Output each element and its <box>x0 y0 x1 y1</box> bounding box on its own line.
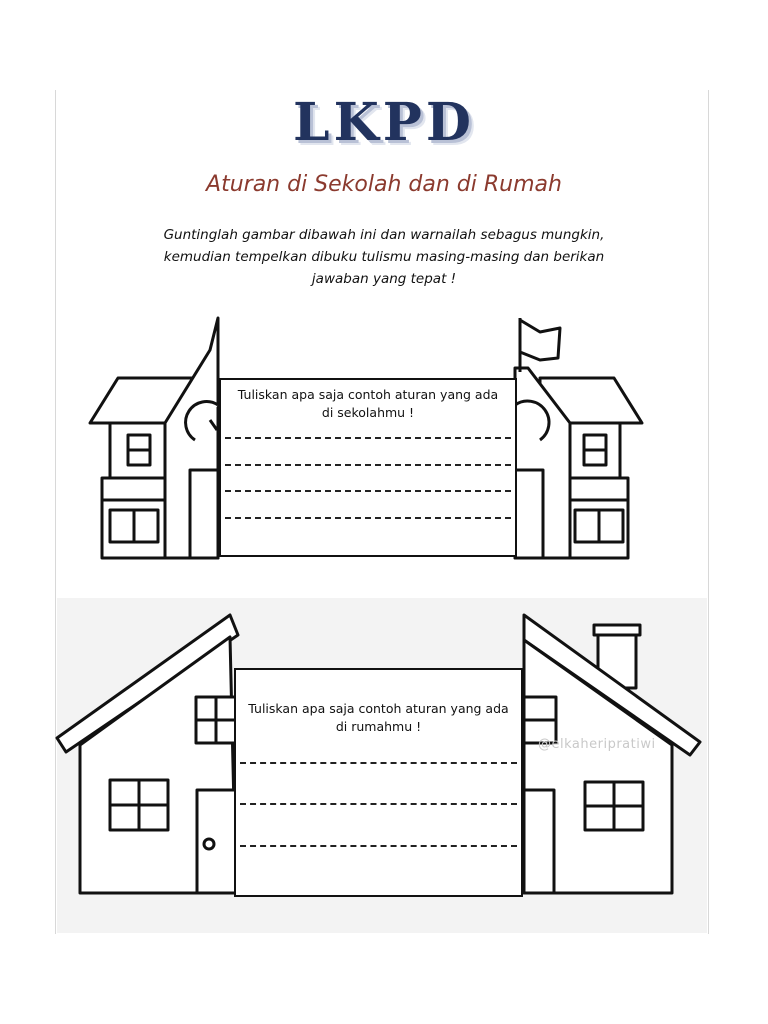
chimney-cap <box>594 625 640 635</box>
door-knob <box>204 839 214 849</box>
watermark-text: @elkaheripratiwi <box>538 737 656 752</box>
school-answer-card[interactable] <box>219 378 517 557</box>
answer-line-2[interactable] <box>225 464 511 466</box>
instruction-line-1: Guntinglah gambar dibawah ini dan warnailah sebagus mungkin, <box>163 227 605 243</box>
instruction-line-2: kemudian tempelkan dibuku tulismu masing-masing dan berikan <box>163 249 605 265</box>
answer-line-1[interactable] <box>225 437 511 439</box>
side-door <box>524 790 554 893</box>
home-answer-card[interactable] <box>234 668 523 897</box>
answer-line-4[interactable] <box>225 517 511 519</box>
flag-icon <box>520 320 560 360</box>
answer-line-1[interactable] <box>240 762 517 764</box>
door-icon <box>190 470 218 558</box>
page-title: LKPD <box>293 92 475 153</box>
instruction-line-3: jawaban yang tepat ! <box>311 271 457 287</box>
page-subtitle: Aturan di Sekolah dan di Rumah <box>206 172 562 197</box>
answer-line-3[interactable] <box>225 490 511 492</box>
answer-line-3[interactable] <box>240 845 517 847</box>
home-card-prompt: Tuliskan apa saja contoh aturan yang ada di rumahmu ! <box>248 701 509 734</box>
answer-line-2[interactable] <box>240 803 517 805</box>
door-icon <box>515 470 543 558</box>
school-card-prompt: Tuliskan apa saja contoh aturan yang ada di sekolahmu ! <box>237 387 499 420</box>
